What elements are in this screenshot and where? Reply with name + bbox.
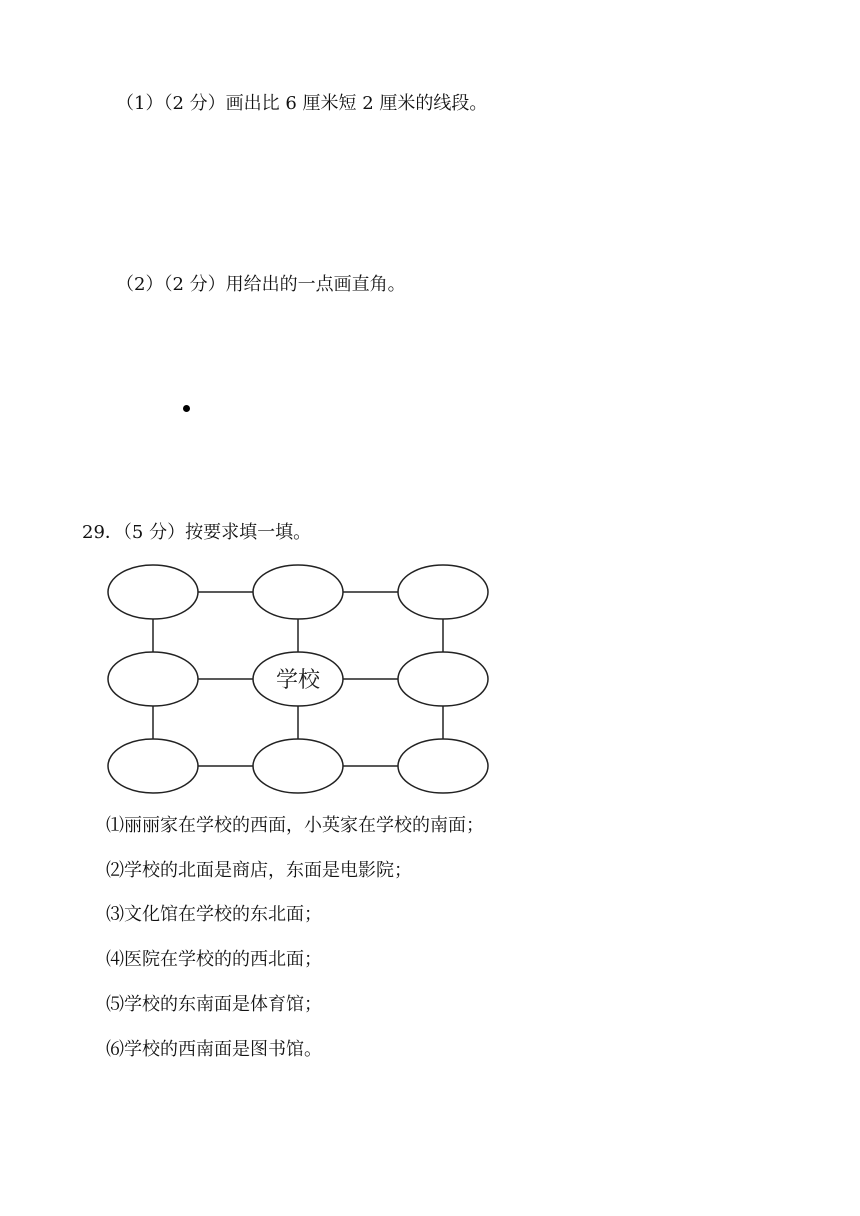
blank-oval-northeast[interactable] (398, 565, 488, 619)
school-label: 学校 (275, 668, 321, 693)
given-point (183, 405, 190, 412)
blank-oval-west[interactable] (108, 652, 198, 706)
blank-oval-southeast[interactable] (398, 739, 488, 793)
blank-oval-north[interactable] (253, 565, 343, 619)
blank-oval-east[interactable] (398, 652, 488, 706)
clue-5: ⑸学校的东南面是体育馆； (106, 994, 322, 1015)
clue-1: ⑴丽丽家在学校的西面，小英家在学校的南面； (106, 815, 484, 836)
direction-map-diagram (100, 560, 500, 800)
clue-4: ⑷医院在学校的的西北面； (106, 949, 322, 970)
clue-6: ⑹学校的西南面是图书馆。 (106, 1039, 322, 1060)
clue-3: ⑶文化馆在学校的东北面； (106, 904, 322, 925)
blank-oval-northwest[interactable] (108, 565, 198, 619)
blank-oval-southwest[interactable] (108, 739, 198, 793)
question-28-part-2: （2）（2 分）用给出的一点画直角。 (116, 274, 406, 295)
question-28-part-1: （1）（2 分）画出比 6 厘米短 2 厘米的线段。 (116, 93, 488, 114)
clue-2: ⑵学校的北面是商店，东面是电影院； (106, 860, 412, 881)
blank-oval-south[interactable] (253, 739, 343, 793)
question-29-title: 29．（5 分）按要求填一填。 (82, 522, 312, 543)
